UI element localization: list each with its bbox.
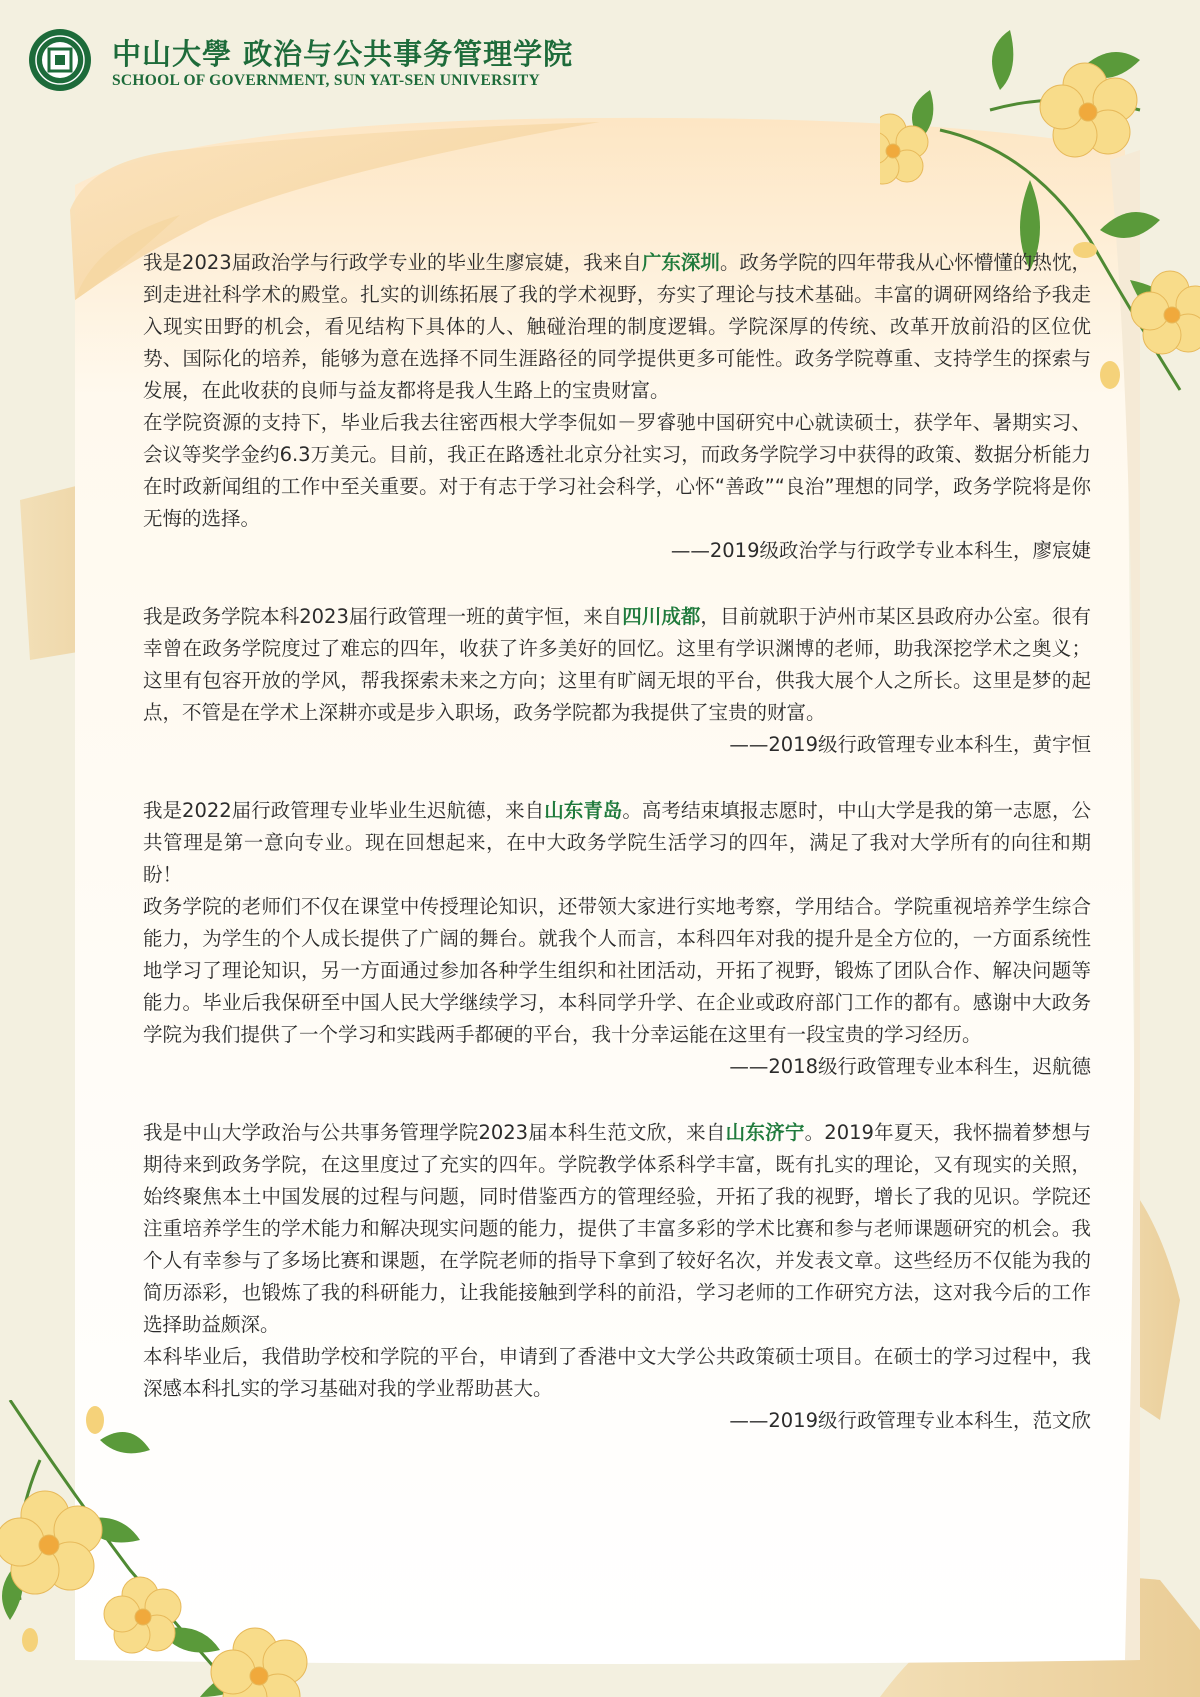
flower-icon [104, 1577, 181, 1653]
testimonial-paragraph: 本科毕业后，我借助学校和学院的平台，申请到了香港中文大学公共政策硕士项目。在硕士的学习过程中，我深感本科扎实的学习基础对我的学业帮助甚大。 [143, 1345, 1091, 1400]
testimonials-content [143, 247, 1091, 1471]
flower-icon [0, 1491, 102, 1594]
flower-icon [1040, 63, 1137, 157]
testimonial-entry [143, 601, 1091, 761]
testimonial-paragraph: 我是2022届行政管理专业毕业生迟航德，来自山东青岛。高考结束填报志愿时，中山大学是我的第一志愿，公共管理是第一意向专业。现在回想起来，在中大政务学院生活学习的四年，满足了我对大学所有的向往和期盼！ [143, 799, 1091, 886]
flower-icon [211, 1628, 307, 1697]
school-title-english: SCHOOL OF GOVERNMENT, SUN YAT-SEN UNIVERSITY [112, 72, 541, 89]
hometown-highlight: 广东深圳 [641, 251, 720, 274]
testimonial-entry [143, 247, 1091, 567]
university-seal-icon [28, 28, 92, 92]
testimonial-paragraph: 我是政务学院本科2023届行政管理一班的黄宇恒，来自四川成都，目前就职于泸州市某区县政府办公室。很有幸曾在政务学院度过了难忘的四年，收获了许多美好的回忆。这里有学识渊博的老师，助我深挖学术之奥义；这里有包容开放的学风，帮我探索未来之方向；这里有旷阔无垠的平台，供我大展个人之所长。这里是梦的起点，不管是在学术上深耕亦或是步入职场，政务学院都为我提供了宝贵的财富。 [143, 605, 1091, 724]
school-title-chinese: 中山大學 政治与公共事务管理学院 [112, 37, 574, 71]
testimonial-signature: ——2019级行政管理专业本科生，黄宇恒 [729, 733, 1091, 756]
testimonial-paragraph: 政务学院的老师们不仅在课堂中传授理论知识，还带领大家进行实地考察，学用结合。学院重视培养学生综合能力，为学生的个人成长提供了广阔的舞台。就我个人而言，本科四年对我的提升是全方位的，一方面系统性地学习了理论知识，另一方面通过参加各种学生组织和社团活动，开拓了视野，锻炼了团队合作、解决问题等能力。毕业后我保研至中国人民大学继续学习，本科同学升学、在企业或政府部门工作的都有。感谢中大政务学院为我们提供了一个学习和实践两手都硬的平台，我十分幸运能在这里有一段宝贵的学习经历。 [143, 895, 1091, 1046]
hometown-highlight: 四川成都 [622, 605, 701, 628]
testimonial-entry [143, 1117, 1091, 1437]
testimonial-signature: ——2019级行政管理专业本科生，范文欣 [729, 1409, 1091, 1432]
testimonial-paragraph: 在学院资源的支持下，毕业后我去往密西根大学李侃如－罗睿驰中国研究中心就读硕士，获学年、暑期实习、会议等奖学金约6.3万美元。目前，我正在路透社北京分社实习，而政务学院学习中获得的政策、数据分析能力在时政新闻组的工作中至关重要。对于有志于学习社会科学，心怀“善政”“良治”理想的同学，政务学院将是你无悔的选择。 [143, 411, 1091, 530]
testimonial-signature: ——2019级政治学与行政学专业本科生，廖宸婕 [670, 539, 1091, 562]
testimonial-entry [143, 795, 1091, 1083]
testimonial-paragraph: 我是2023届政治学与行政学专业的毕业生廖宸婕，我来自广东深圳。政务学院的四年带我从心怀懵懂的热忱，到走进社科学术的殿堂。扎实的训练拓展了我的学术视野，夯实了理论与技术基础。丰富的调研网络给予我走入现实田野的机会，看见结构下具体的人、触碰治理的制度逻辑。学院深厚的传统、改革开放前沿的区位优势、国际化的培养，能够为意在选择不同生涯路径的同学提供更多可能性。政务学院尊重、支持学生的探索与发展，在此收获的良师与益友都将是我人生路上的宝贵财富。 [143, 251, 1091, 402]
testimonial-paragraph: 我是中山大学政治与公共事务管理学院2023届本科生范文欣，来自山东济宁。2019年夏天，我怀揣着梦想与期待来到政务学院，在这里度过了充实的四年。学院教学体系科学丰富，既有扎实的理论，又有现实的关照，始终聚焦本土中国发展的过程与问题，同时借鉴西方的管理经验，开拓了我的视野，增长了我的见识。学院还注重培养学生的学术能力和解决现实问题的能力，提供了丰富多彩的学术比赛和参与老师课题研究的机会。我个人有幸参与了多场比赛和课题，在学院老师的指导下拿到了较好名次，并发表文章。这些经历不仅能为我的简历添彩，也锻炼了我的科研能力，让我能接触到学科的前沿，学习老师的工作研究方法，这对我今后的工作选择助益颇深。 [143, 1121, 1091, 1336]
testimonial-signature: ——2018级行政管理专业本科生，迟航德 [729, 1055, 1091, 1078]
hometown-highlight: 山东青岛 [544, 799, 623, 822]
hometown-highlight: 山东济宁 [725, 1121, 805, 1144]
